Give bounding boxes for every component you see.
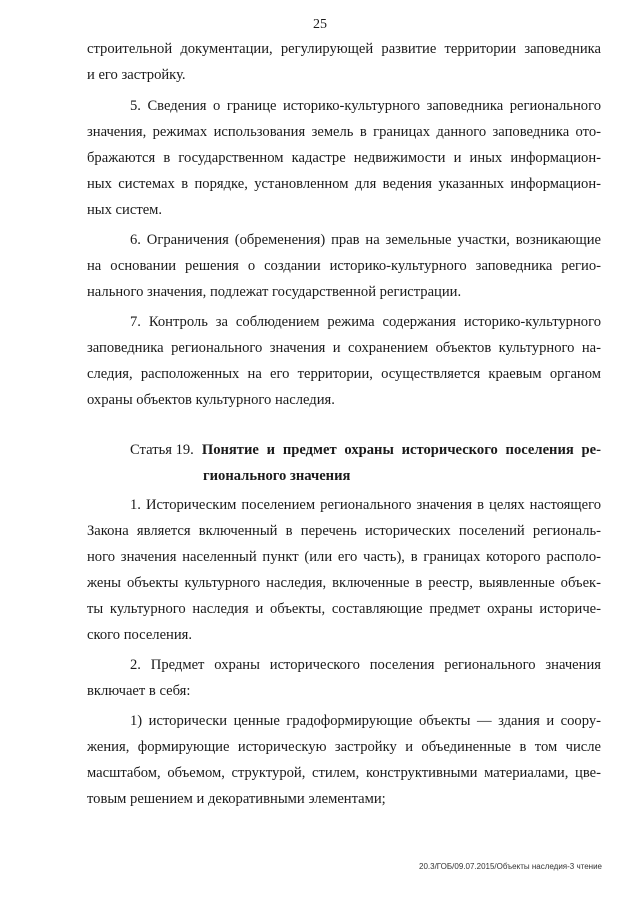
article-prefix: Статья 19. (130, 442, 194, 458)
paragraph-line: 6. Ограничения (обременения) прав на земельные участки, возникающие (130, 232, 601, 248)
paragraph-line: строительной документации, регулирующей развитие территории заповедника (87, 41, 601, 57)
paragraph-line: ного значения населенный пункт (или его часть), в границах которого располо- (87, 549, 601, 565)
paragraph-line: ты культурного наследия и объекты, составляющие предмет охраны историче- (87, 601, 601, 617)
paragraph-line: нального значения, подлежат государственной регистрации. (87, 284, 462, 300)
paragraph-line: 1) исторически ценные градоформирующие объекты — здания и соору- (130, 713, 601, 729)
article-title-line1: Понятие и предмет охраны исторического поселения ре- (201, 442, 601, 458)
paragraph-line: 7. Контроль за соблюдением режима содержания историко-культурного (130, 314, 601, 330)
paragraph-line: ского поселения. (87, 627, 193, 643)
paragraph-line: 5. Сведения о границе историко-культурного заповедника регионального (130, 98, 601, 114)
footer-document-id: 20.3/ГОБ/09.07.2015/Объекты наследия-3 чтение (419, 862, 602, 871)
paragraph-line: охраны объектов культурного наследия. (87, 392, 335, 408)
paragraph-line: и его застройку. (87, 67, 186, 83)
paragraph-line: ных системах в порядке, установленном для ведения указанных информацион- (87, 176, 601, 192)
paragraph-line: масштабом, объемом, структурой, стилем, конструктивными материалами, цве- (87, 765, 601, 781)
paragraph-line: значения, режимах использования земель в границах данного заповедника ото- (87, 124, 601, 140)
article-heading-continuation (203, 467, 350, 485)
paragraph-line: бражаются в государственном кадастре недвижимости и иных информацион- (87, 150, 601, 166)
paragraph-line: жены объекты культурного наследия, включенные в реестр, выявленные объек- (87, 575, 601, 591)
article-heading (130, 441, 601, 459)
paragraph-line: ных систем. (87, 202, 163, 218)
paragraph-line: 2. Предмет охраны исторического поселения регионального значения (130, 657, 601, 673)
paragraph-line: 1. Историческим поселением регионального значения в целях настоящего (130, 497, 601, 513)
paragraph-line: жения, формирующие историческую застройку и объединенные в том числе (87, 739, 601, 755)
paragraph-line: товым решением и декоративными элементами; (87, 791, 386, 807)
paragraph-line: заповедника регионального значения и сохранением объектов культурного на- (87, 340, 601, 356)
paragraph-line: включает в себя: (87, 683, 191, 699)
paragraph-line: Закона является включенный в перечень исторических поселений региональ- (87, 523, 601, 539)
paragraph-line: на основании решения о создании историко-культурного заповедника регио- (87, 258, 601, 274)
paragraph-line: следия, расположенных на его территории, осуществляется краевым органом (87, 366, 601, 382)
page-number: 25 (313, 17, 327, 32)
article-title-line2: гионального значения (203, 468, 351, 484)
